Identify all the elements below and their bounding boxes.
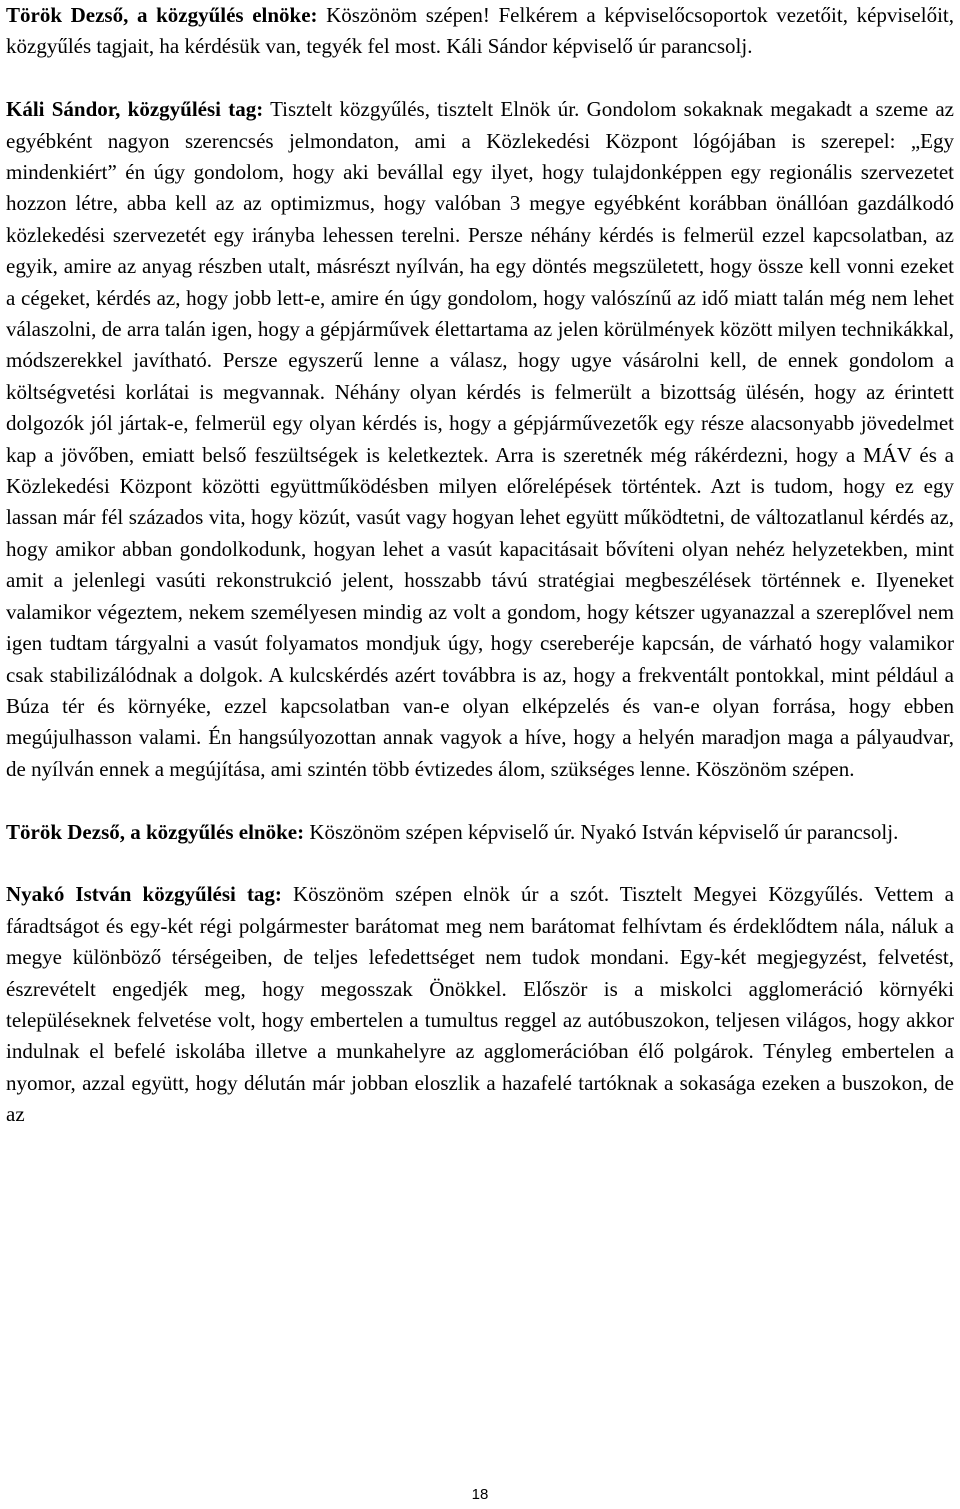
paragraph-nyako-istvan	[6, 879, 954, 1130]
speaker-name: Nyakó István közgyűlési tag:	[6, 882, 282, 907]
page-number: 18	[471, 1486, 489, 1503]
paragraph-text: Köszönöm szépen képviselő úr. Nyakó István képviselő úr parancsolj.	[304, 819, 899, 844]
paragraph-kali-sandor	[6, 94, 954, 785]
paragraph-text: Köszönöm szépen elnök úr a szót. Tisztelt Megyei Közgyűlés. Vettem a fáradtságot és egy-két régi polgármester barátomat meg nem barátomat felhívtam és érdeklődtem nála, náluk a megye különböző térségeiben, de teljes lefedettséget nem tudok mondani. Egy-két megjegyzést, felvetést, észrevételt engedjék meg, hogy megosszak Önökkel. Először is a miskolci agglomeráció környéki településeknek felvetése volt, hogy embertelen a tumultus reggel az autóbuszokon, teljesen világos, hogy akkor indulnak el befelé iskolába illetve a munkahelyre az agglomerációban élő polgárok. Tényleg embertelen a nyomor, azzal együtt, hogy délután már jobban eloszlik a hazafelé tartóknak a sokasága ezeken a buszokon, de az	[6, 882, 954, 1127]
speaker-name: Török Dezső, a közgyűlés elnöke:	[6, 3, 318, 27]
paragraph-chair-opening	[6, 0, 954, 63]
document-page	[6, 0, 954, 1162]
speaker-name: Török Dezső, a közgyűlés elnöke:	[6, 819, 305, 844]
speaker-name: Káli Sándor, közgyűlési tag:	[6, 97, 264, 122]
paragraph-text: Tisztelt közgyűlés, tisztelt Elnök úr. Gondolom sokaknak megakadt a szeme az egyébként nagyon szerencsés jelmondaton, ami a Közlekedési Központ lógójában is szerepel: „Egy mindenkiért” én úgy gondolom, hogy aki bevállal egy ilyet, hogy tulajdonképpen egy regionális szervezetet hozzon létre, abba kell az az optimizmus, hogy valóban 3 megye egyébként korábban önállóan gazdálkodó közlekedési szervezetét egy irányba lehessen terelni. Persze néhány kérdés is felmerül ezzel kapcsolatban, az egyik, amire az anyag részben utalt, másrészt nyílván, ha egy döntés megszületett, hogy össze kell vonni ezeket a cégeket, kérdés az, hogy jobb lett-e, amire én úgy gondolom, hogy valószínű az idő miatt talán még nem lehet válaszolni, de arra talán igen, hogy a gépjárművek élettartama az jelen körülmények között milyen technikákkal, módszerekkel javítható. Persze egyszerű lenne a válasz, hogy ugye vásárolni kell, de ennek gondolom a költségvetési korlátai is megvannak. Néhány olyan kérdés is felmerült a bizottság ülésén, hogy az érintett dolgozók jól jártak-e, felmerül egy olyan kérdés is, hogy a gépjárművezetők egy része alacsonyabb jövedelmet kap a jövőben, emiatt belső feszültségek is keletkeztek. Arra is szeretnék még rákérdezni, hogy a MÁV és a Közlekedési Központ közötti együttműködésben milyen előrelépések történtek. Azt is tudom, hogy ez egy lassan már fél százados vita, hogy közút, vasút vagy hogyan lehet együtt működtetni, de változatlanul kérdés az, hogy amikor abban gondolkodunk, hogyan lehet a vasút kapacitásait bővíteni olyan nehéz helyzetekben, mint amit a jelenlegi vasúti rekonstrukció jelent, hosszabb távú stratégiai megbeszélések történnek e. Ilyeneket valamikor végeztem, nekem személyesen mindig az volt a gondom, hogy kétszer ugyanazzal a szereplővel nem igen tudtam tárgyalni a vasút folyamatos mondjuk úgy, hogy csereberéje kapcsán, de várható hogy valamikor csak stabilizálódnak a dolgok. A kulcskérdés azért továbbra is az, hogy a frekventált pontokkal, mint például a Búza tér és környéke, ezzel kapcsolatban van-e olyan elképzelés és van-e olyan forrása, hogy ebben megújulhasson valami. Én hangsúlyozottan annak vagyok a híve, hogy a helyén maradjon maga a pályaudvar, de nyílván ennek a megújítása, ami szintén több évtizedes álom, szükséges lenne. Köszönöm szépen.	[6, 97, 954, 781]
paragraph-chair-response	[6, 817, 954, 848]
paragraph-text: Köszönöm szépen! Felkérem a képviselőcsoportok vezetőit, képviselőit, közgyűlés tagjait, ha kérdésük van, tegyék fel most. Káli Sándor képviselő úr parancsolj.	[6, 3, 954, 59]
